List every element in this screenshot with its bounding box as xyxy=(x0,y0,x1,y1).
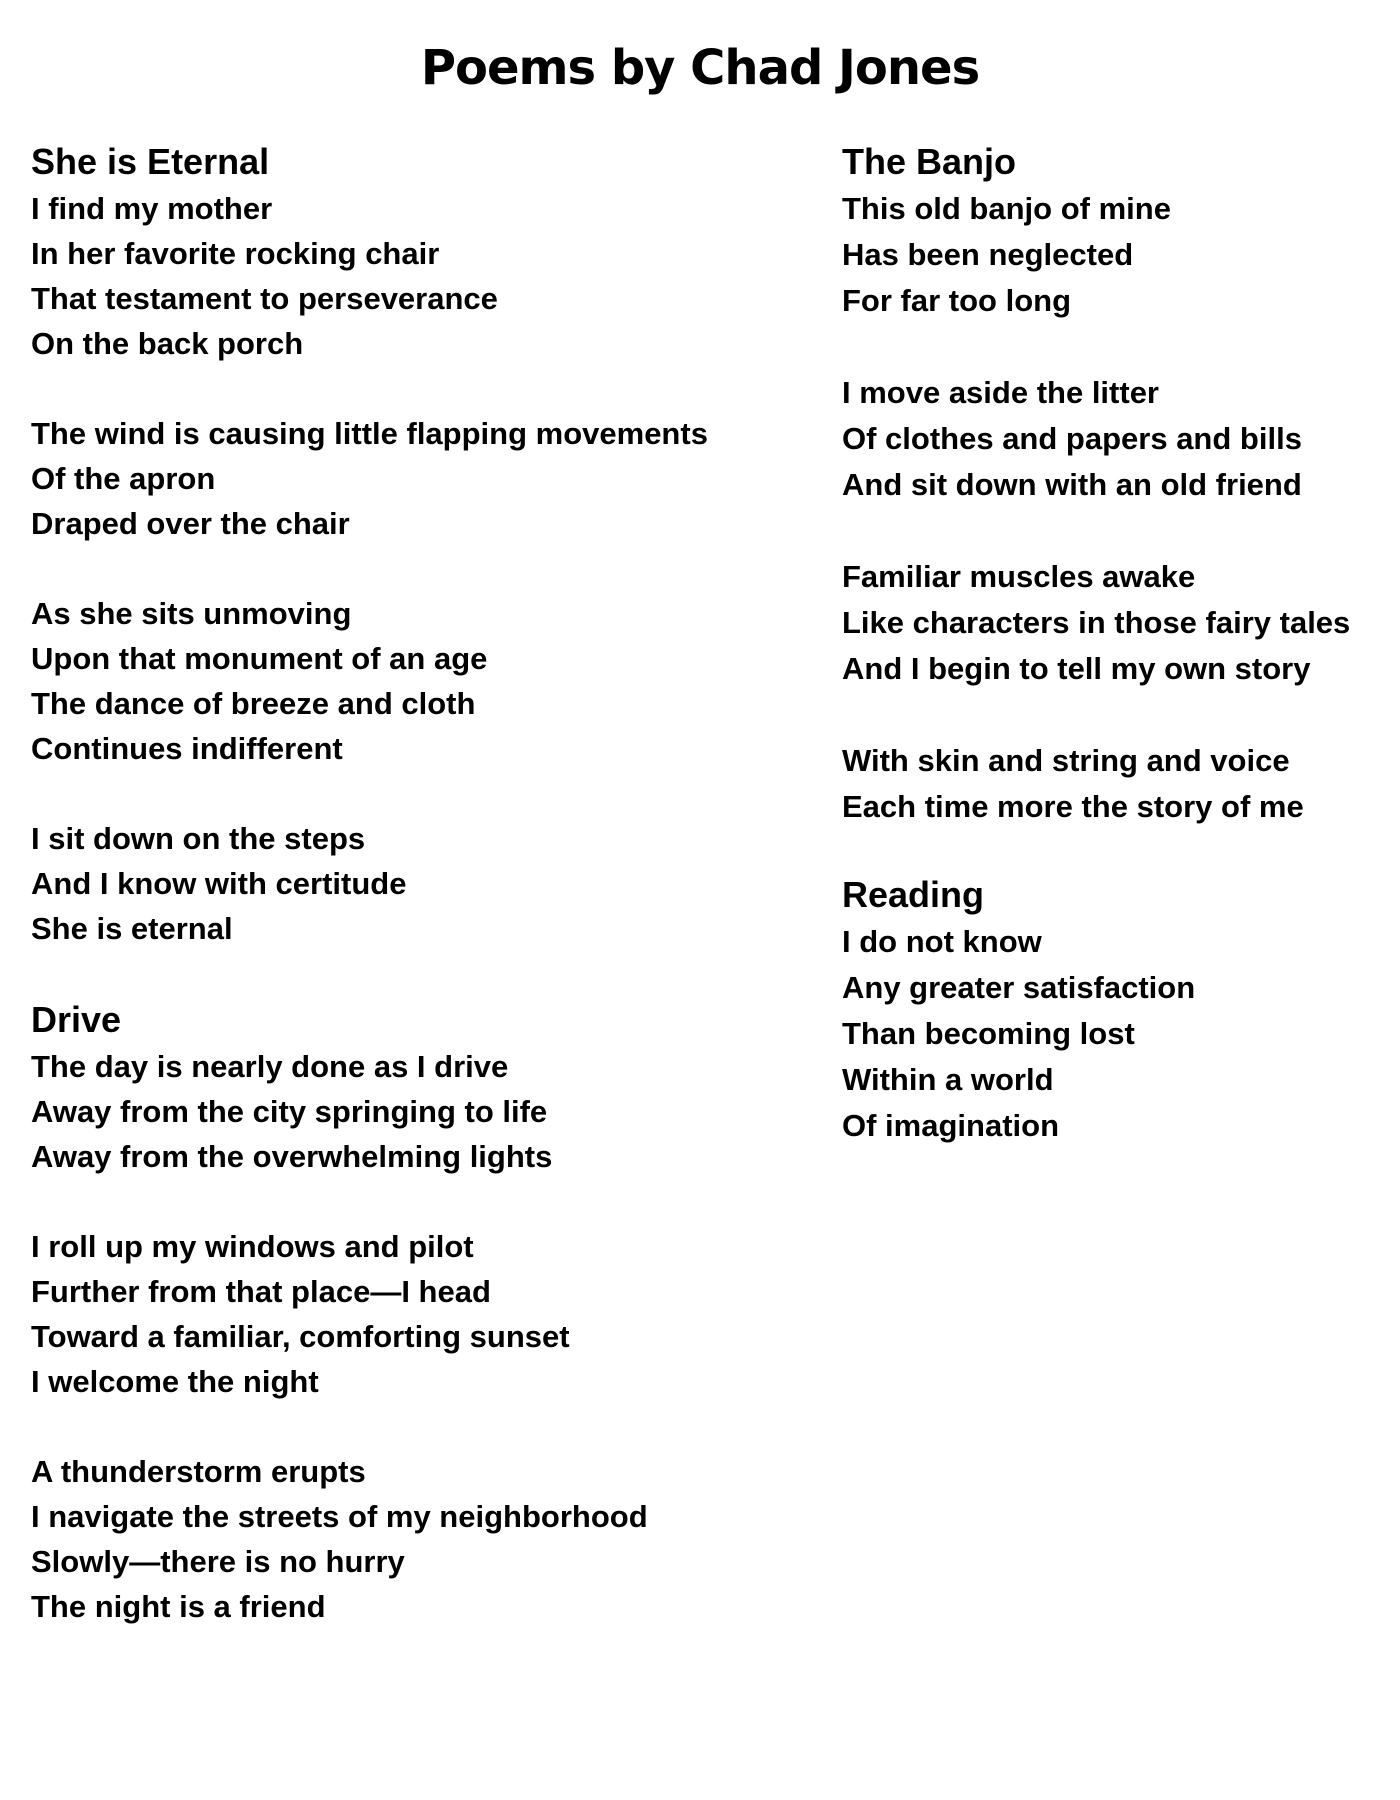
poem-line: Toward a familiar, comforting sunset xyxy=(31,1319,570,1354)
poem-line: Away from the city springing to life xyxy=(31,1094,548,1129)
poem-line: I navigate the streets of my neighborhood xyxy=(31,1499,648,1534)
stanza xyxy=(842,370,1398,508)
poem-line: I find my mother xyxy=(31,191,273,226)
poem-line: Any greater satisfaction xyxy=(842,970,1196,1005)
stanza xyxy=(31,1224,831,1404)
poem-line: I welcome the night xyxy=(31,1364,319,1399)
stanza xyxy=(31,816,831,951)
poem-line: Upon that monument of an age xyxy=(31,641,488,676)
poem-drive xyxy=(31,996,831,1629)
poem-line: Like characters in those fairy tales xyxy=(842,605,1351,640)
poem-line: With skin and string and voice xyxy=(842,743,1290,778)
poem-line: On the back porch xyxy=(31,326,304,361)
poem-she-is-eternal xyxy=(31,138,831,951)
poem-line: In her favorite rocking chair xyxy=(31,236,440,271)
poem-reading xyxy=(842,871,1398,1149)
poem-line: Slowly—there is no hurry xyxy=(31,1544,405,1579)
poem-title: The Banjo xyxy=(842,141,1017,182)
poem-line: A thunderstorm erupts xyxy=(31,1454,366,1489)
left-column xyxy=(31,138,831,1629)
poem-line: Of imagination xyxy=(842,1108,1059,1143)
poem-line: The night is a friend xyxy=(31,1589,326,1624)
poem-line: For far too long xyxy=(842,283,1072,318)
poem-line: This old banjo of mine xyxy=(842,191,1171,226)
stanza xyxy=(31,186,831,366)
poem-the-banjo xyxy=(842,138,1398,830)
right-column xyxy=(842,138,1398,1149)
poem-title: Reading xyxy=(842,874,985,915)
poem-line: Of the apron xyxy=(31,461,216,496)
poem-line: Further from that place—I head xyxy=(31,1274,491,1309)
poem-line: I roll up my windows and pilot xyxy=(31,1229,474,1264)
poem-line: I do not know xyxy=(842,924,1042,959)
stanza xyxy=(842,186,1398,324)
poem-line: I move aside the litter xyxy=(842,375,1159,410)
stanza xyxy=(31,411,831,546)
poem-line: Each time more the story of me xyxy=(842,789,1304,824)
poem-line: Draped over the chair xyxy=(31,506,350,541)
poem-line: And sit down with an old friend xyxy=(842,467,1302,502)
poem-line: Within a world xyxy=(842,1062,1054,1097)
poem-line: I sit down on the steps xyxy=(31,821,366,856)
poem-line: Familiar muscles awake xyxy=(842,559,1196,594)
poem-line: The day is nearly done as I drive xyxy=(31,1049,509,1084)
stanza xyxy=(31,1044,831,1179)
poem-line: She is eternal xyxy=(31,911,233,946)
stanza xyxy=(842,919,1398,1149)
poem-line: Than becoming lost xyxy=(842,1016,1135,1051)
poem-title: Drive xyxy=(31,999,122,1040)
poem-line: And I begin to tell my own story xyxy=(842,651,1311,686)
page-title: Poems by Chad Jones xyxy=(420,40,980,96)
stanza xyxy=(31,1449,831,1629)
poem-line: As she sits unmoving xyxy=(31,596,352,631)
poem-line: Of clothes and papers and bills xyxy=(842,421,1302,456)
poem-line: The dance of breeze and cloth xyxy=(31,686,476,721)
stanza xyxy=(842,738,1398,830)
poem-line: The wind is causing little flapping movements xyxy=(31,416,708,451)
stanza xyxy=(31,591,831,771)
poem-line: Continues indifferent xyxy=(31,731,343,766)
poem-line: And I know with certitude xyxy=(31,866,407,901)
stanza xyxy=(842,554,1398,692)
poem-line: That testament to perseverance xyxy=(31,281,498,316)
poem-line: Away from the overwhelming lights xyxy=(31,1139,553,1174)
poem-title: She is Eternal xyxy=(31,141,270,182)
poem-line: Has been neglected xyxy=(842,237,1134,272)
